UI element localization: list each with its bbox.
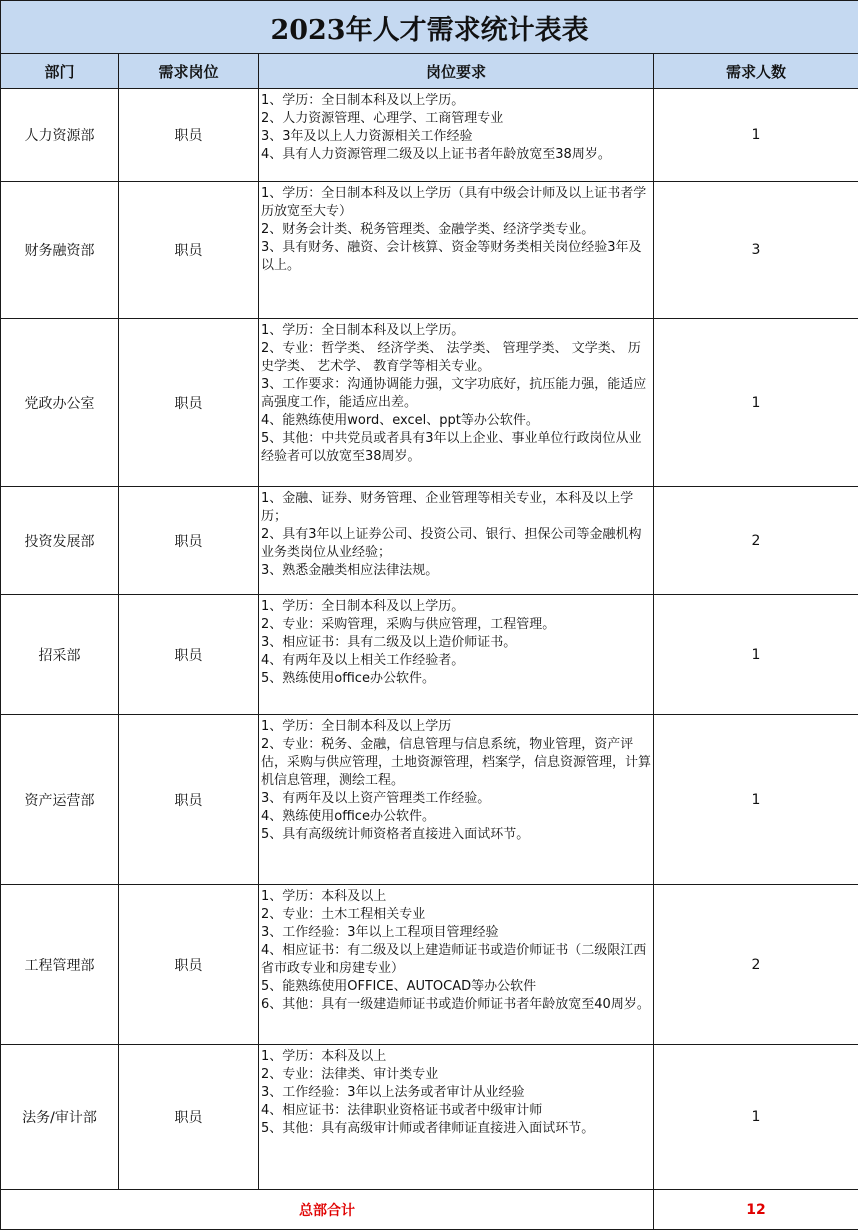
requirement-line: 1、金融、证券、财务管理、企业管理等相关专业，本科及以上学历； <box>261 491 634 524</box>
count-cell: 1 <box>654 715 858 885</box>
post-cell: 职员 <box>119 182 259 319</box>
dept-cell: 法务/审计部 <box>1 1045 119 1190</box>
post-cell: 职员 <box>119 319 259 487</box>
requirement-line: 3、3年及以上人力资源相关工作经验 <box>261 129 473 144</box>
requirement-line: 5、熟练使用office办公软件。 <box>261 671 435 686</box>
header-dept: 部门 <box>1 54 119 89</box>
requirement-line: 5、能熟练使用OFFICE、AUTOCAD等办公软件 <box>261 979 537 994</box>
table-row <box>1 89 858 182</box>
requirements-cell <box>259 1045 654 1190</box>
requirement-line: 5、其他：具有高级审计师或者律师证直接进入面试环节。 <box>261 1121 595 1136</box>
requirement-line: 1、学历：本科及以上 <box>261 889 387 904</box>
requirement-line: 6、其他：具有一级建造师证书或造价师证书者年龄放宽至40周岁。 <box>261 997 650 1012</box>
requirements-cell <box>259 182 654 319</box>
requirements-cell <box>259 595 654 715</box>
table-row <box>1 715 858 885</box>
requirements-cell <box>259 885 654 1045</box>
title-row <box>1 1 858 54</box>
requirement-line: 4、相应证书：有二级及以上建造师证书或造价师证书（二级限江西省市政专业和房建专业） <box>261 943 647 976</box>
header-count: 需求人数 <box>654 54 858 89</box>
header-post: 需求岗位 <box>119 54 259 89</box>
count-cell: 2 <box>654 487 858 595</box>
table-row <box>1 319 858 487</box>
dept-cell: 招采部 <box>1 595 119 715</box>
requirement-line: 3、工作要求：沟通协调能力强，文字功底好，抗压能力强，能适应高强度工作，能适应出差。 <box>261 377 647 410</box>
post-cell: 职员 <box>119 885 259 1045</box>
requirement-line: 2、专业：法律类、审计类专业 <box>261 1067 439 1082</box>
requirement-line: 1、学历：全日制本科及以上学历。 <box>261 599 465 614</box>
count-cell: 1 <box>654 319 858 487</box>
requirement-line: 2、人力资源管理、心理学、工商管理专业 <box>261 111 504 126</box>
post-cell: 职员 <box>119 89 259 182</box>
requirement-line: 5、其他：中共党员或者具有3年以上企业、事业单位行政岗位从业经验者可以放宽至38周岁。 <box>261 431 642 464</box>
dept-cell: 党政办公室 <box>1 319 119 487</box>
requirement-line: 1、学历：全日制本科及以上学历（具有中级会计师及以上证书者学历放宽至大专） <box>261 186 647 219</box>
requirements-cell <box>259 319 654 487</box>
table-title: 2023年人才需求统计表表 <box>1 1 858 54</box>
requirement-line: 1、学历：全日制本科及以上学历 <box>261 719 452 734</box>
table-row <box>1 182 858 319</box>
header-row <box>1 54 858 89</box>
total-label: 总部合计 <box>1 1190 654 1230</box>
dept-cell: 财务融资部 <box>1 182 119 319</box>
count-cell: 1 <box>654 1045 858 1190</box>
count-cell: 2 <box>654 885 858 1045</box>
requirement-line: 4、能熟练使用word、excel、ppt等办公软件。 <box>261 413 539 428</box>
post-cell: 职员 <box>119 487 259 595</box>
requirements-cell <box>259 89 654 182</box>
requirement-line: 2、专业：土木工程相关专业 <box>261 907 426 922</box>
requirement-line: 3、有两年及以上资产管理类工作经验。 <box>261 791 491 806</box>
requirement-line: 4、具有人力资源管理二级及以上证书者年龄放宽至38周岁。 <box>261 147 611 162</box>
requirement-line: 3、相应证书：具有二级及以上造价师证书。 <box>261 635 517 650</box>
header-requirements: 岗位要求 <box>259 54 654 89</box>
table-row <box>1 1045 858 1190</box>
requirement-line: 4、有两年及以上相关工作经验者。 <box>261 653 465 668</box>
requirement-line: 1、学历：本科及以上 <box>261 1049 387 1064</box>
requirement-line: 3、熟悉金融类相应法律法规。 <box>261 563 439 578</box>
requirement-line: 3、工作经验：3年以上工程项目管理经验 <box>261 925 499 940</box>
requirement-line: 1、学历：全日制本科及以上学历。 <box>261 323 465 338</box>
dept-cell: 投资发展部 <box>1 487 119 595</box>
requirement-line: 5、具有高级统计师资格者直接进入面试环节。 <box>261 827 530 842</box>
requirement-line: 1、学历：全日制本科及以上学历。 <box>261 93 465 108</box>
table-row <box>1 885 858 1045</box>
count-cell: 1 <box>654 89 858 182</box>
dept-cell: 人力资源部 <box>1 89 119 182</box>
requirement-line: 2、专业：采购管理，采购与供应管理，工程管理。 <box>261 617 556 632</box>
requirement-line: 4、熟练使用office办公软件。 <box>261 809 435 824</box>
requirement-line: 2、专业：哲学类、 经济学类、 法学类、 管理学类、 文学类、 历史学类、 艺术学、 教育学等相关专业。 <box>261 341 641 374</box>
dept-cell: 工程管理部 <box>1 885 119 1045</box>
requirement-line: 2、专业：税务、金融，信息管理与信息系统，物业管理，资产评估，采购与供应管理，土地资源管理，档案学，信息资源管理，计算机信息管理，测绘工程。 <box>261 737 652 788</box>
total-row <box>1 1190 858 1230</box>
total-value: 12 <box>654 1190 858 1230</box>
requirements-cell <box>259 487 654 595</box>
post-cell: 职员 <box>119 595 259 715</box>
dept-cell: 资产运营部 <box>1 715 119 885</box>
count-cell: 1 <box>654 595 858 715</box>
count-cell: 3 <box>654 182 858 319</box>
requirement-line: 3、具有财务、融资、会计核算、资金等财务类相关岗位经验3年及以上。 <box>261 240 642 273</box>
requirement-line: 4、相应证书：法律职业资格证书或者中级审计师 <box>261 1103 543 1118</box>
post-cell: 职员 <box>119 715 259 885</box>
requirement-line: 3、工作经验：3年以上法务或者审计从业经验 <box>261 1085 525 1100</box>
requirement-line: 2、财务会计类、税务管理类、金融学类、经济学类专业。 <box>261 222 595 237</box>
requirements-cell <box>259 715 654 885</box>
table-row <box>1 595 858 715</box>
requirement-line: 2、具有3年以上证券公司、投资公司、银行、担保公司等金融机构业务类岗位从业经验； <box>261 527 642 560</box>
table-row <box>1 487 858 595</box>
post-cell: 职员 <box>119 1045 259 1190</box>
